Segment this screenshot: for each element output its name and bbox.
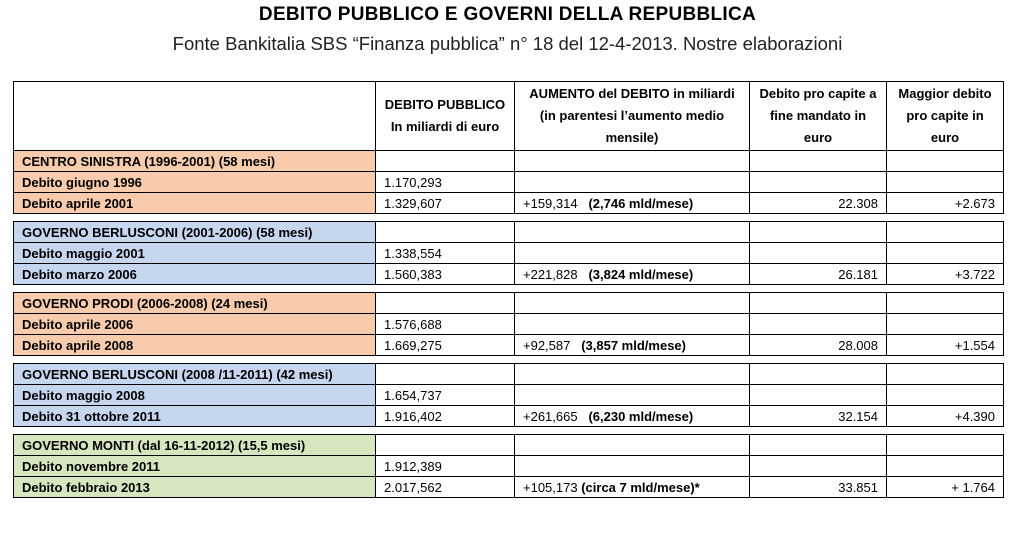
start-value: 1.170,293 (376, 172, 515, 193)
start-value: 1.654,737 (376, 385, 515, 406)
group-title-row (14, 222, 1004, 243)
header-debito-pro-capite: Debito pro capite a fine mandato in euro (750, 82, 887, 151)
per-capita-value: 28.008 (750, 335, 887, 356)
table-row (14, 385, 1004, 406)
start-value: 1.338,554 (376, 243, 515, 264)
extra-per-capita-value: +2.673 (887, 193, 1004, 214)
start-value: 1.912,389 (376, 456, 515, 477)
extra-per-capita-value: +3.722 (887, 264, 1004, 285)
end-value: 1.669,275 (376, 335, 515, 356)
monthly-increase: (6,230 mld/mese) (588, 408, 694, 424)
monthly-increase: (3,824 mld/mese) (588, 266, 694, 282)
increase-cell (515, 477, 750, 498)
increase-cell (515, 193, 750, 214)
table-row (14, 172, 1004, 193)
per-capita-value: 32.154 (750, 406, 887, 427)
end-label: Debito aprile 2008 (14, 335, 376, 356)
table-header-row (14, 82, 1004, 151)
end-value: 2.017,562 (376, 477, 515, 498)
debt-table (13, 81, 1004, 498)
header-debito-pubblico: DEBITO PUBBLICO In miliardi di euro (376, 82, 515, 151)
start-label: Debito maggio 2008 (14, 385, 376, 406)
increase-cell (515, 335, 750, 356)
group-name: GOVERNO BERLUSCONI (2001-2006) (58 mesi) (14, 222, 376, 243)
table-row (14, 477, 1004, 498)
monthly-increase: (circa 7 mld/mese)* (581, 479, 700, 495)
end-value: 1.916,402 (376, 406, 515, 427)
group-name: GOVERNO MONTI (dal 16-11-2012) (15,5 mesi) (14, 435, 376, 456)
monthly-increase: (3,857 mld/mese) (581, 337, 686, 353)
end-value: 1.329,607 (376, 193, 515, 214)
increase-value: +221,828 (523, 266, 578, 282)
per-capita-value: 22.308 (750, 193, 887, 214)
header-empty (14, 82, 376, 151)
end-value: 1.560,383 (376, 264, 515, 285)
monthly-increase: (2,746 mld/mese) (588, 195, 694, 211)
end-label: Debito aprile 2001 (14, 193, 376, 214)
end-label: Debito 31 ottobre 2011 (14, 406, 376, 427)
increase-cell (515, 264, 750, 285)
end-label: Debito marzo 2006 (14, 264, 376, 285)
spacer-row (14, 356, 1004, 364)
group-title-row (14, 364, 1004, 385)
increase-value: +261,665 (523, 408, 578, 424)
header-maggior-debito: Maggior debito pro capite in euro (887, 82, 1004, 151)
start-label: Debito aprile 2006 (14, 314, 376, 335)
page-title: DEBITO PUBBLICO E GOVERNI DELLA REPUBBLICA (258, 4, 757, 25)
start-value: 1.576,688 (376, 314, 515, 335)
table-row (14, 314, 1004, 335)
table-row (14, 243, 1004, 264)
group-name: CENTRO SINISTRA (1996-2001) (58 mesi) (14, 151, 376, 172)
increase-value: +159,314 (523, 195, 578, 211)
table-row (14, 193, 1004, 214)
increase-value: +92,587 (523, 337, 571, 353)
spacer-row (14, 285, 1004, 293)
table-row (14, 406, 1004, 427)
group-name: GOVERNO BERLUSCONI (2008 /11-2011) (42 mesi) (14, 364, 376, 385)
extra-per-capita-value: + 1.764 (887, 477, 1004, 498)
start-label: Debito giugno 1996 (14, 172, 376, 193)
table-row (14, 335, 1004, 356)
header-aumento-debito: AUMENTO del DEBITO in miliardi (in parentesi l’aumento medio mensile) (515, 82, 750, 151)
page-subtitle: Fonte Bankitalia SBS “Finanza pubblica” n° 18 del 12-4-2013. Nostre elaborazioni (172, 33, 843, 54)
start-label: Debito maggio 2001 (14, 243, 376, 264)
per-capita-value: 26.181 (750, 264, 887, 285)
spacer-row (14, 427, 1004, 435)
group-title-row (14, 435, 1004, 456)
group-title-row (14, 151, 1004, 172)
extra-per-capita-value: +4.390 (887, 406, 1004, 427)
group-name: GOVERNO PRODI (2006-2008) (24 mesi) (14, 293, 376, 314)
increase-value: +105,173 (523, 479, 578, 495)
table-row (14, 264, 1004, 285)
end-label: Debito febbraio 2013 (14, 477, 376, 498)
increase-cell (515, 406, 750, 427)
group-title-row (14, 293, 1004, 314)
extra-per-capita-value: +1.554 (887, 335, 1004, 356)
spacer-row (14, 214, 1004, 222)
per-capita-value: 33.851 (750, 477, 887, 498)
table-row (14, 456, 1004, 477)
start-label: Debito novembre 2011 (14, 456, 376, 477)
